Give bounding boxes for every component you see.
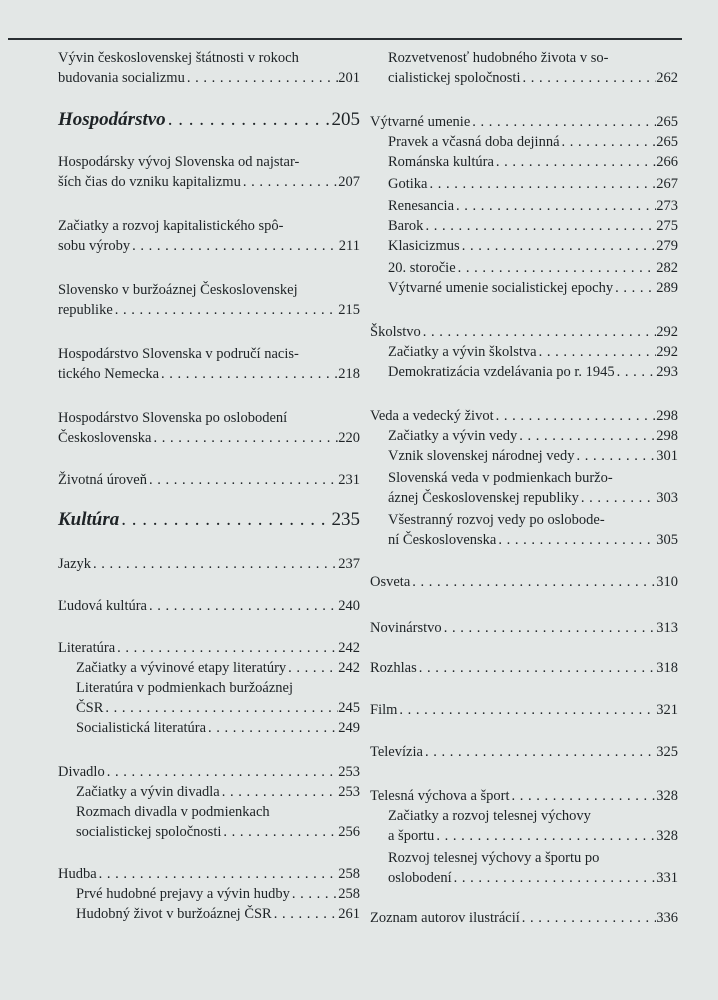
toc-entry-title: Vznik slovenskej národnej vedy [388,448,575,464]
toc-entry [388,236,678,256]
toc-entry-row [388,152,678,172]
toc-entry [58,638,360,658]
toc-entry [370,786,678,806]
toc-leader-dots [579,488,656,508]
toc-leader-dots [517,426,656,446]
toc-leader-dots [272,904,339,924]
toc-entry-title: Telesná výchova a šport [370,788,510,804]
toc-entry [388,152,678,172]
toc-entry-row [58,470,360,490]
toc-page-number: 235 [331,509,360,530]
toc-entry-row [58,762,360,782]
toc-entry-row [388,530,678,550]
toc-entry-row [388,216,678,236]
toc-entry-row [58,428,360,448]
toc-page-number: 211 [338,238,360,254]
toc-entry [370,572,678,592]
toc-page-number: 220 [338,430,360,446]
toc-entry-row [58,172,360,192]
toc-entry [370,112,678,132]
toc-entry-title: Kultúra [58,509,120,530]
toc-page-number: 321 [656,702,678,718]
toc-page-number: 242 [338,640,360,656]
toc-entry [58,408,360,448]
toc-leader-dots [615,362,657,382]
toc-entry-title: Začiatky a vývinové etapy literatúry [76,660,287,676]
toc-entry [58,596,360,616]
toc-page-number: 289 [656,280,678,296]
toc-leader-dots [113,300,338,320]
toc-leader-dots [147,470,338,490]
toc-page-number: 266 [656,154,678,170]
toc-entry [388,278,678,298]
toc-entry [58,344,360,384]
toc-page-number: 242 [338,660,360,676]
toc-leader-dots [423,742,656,762]
toc-leader-dots [510,786,657,806]
toc-entry-title-line: Začiatky a rozvoj kapitalistického spô- [58,218,284,234]
toc-page-number: 298 [656,408,678,424]
toc-entry-title: Československa [58,430,152,446]
toc-entry-title-line: Literatúra v podmienkach buržoáznej [76,680,293,696]
toc-entry [58,762,360,782]
toc-entry-row [388,362,678,382]
toc-page-number: 207 [338,174,360,190]
toc-page-number: 313 [656,620,678,636]
toc-leader-dots [159,364,338,384]
toc-leader-dots [427,174,656,194]
toc-entry-title: áznej Československej republiky [388,490,579,506]
toc-entry [388,342,678,362]
toc-entry-row [58,554,360,574]
toc-leader-dots [103,698,338,718]
toc-leader-dots [434,826,656,846]
toc-entry-row [58,236,360,256]
toc-entry [388,426,678,446]
toc-entry [58,152,360,192]
toc-entry-row [388,278,678,298]
toc-entry [388,806,678,846]
toc-entry-title: Začiatky a vývin divadla [76,784,220,800]
toc-entry-row [58,596,360,616]
toc-page-number: 262 [656,70,678,86]
toc-entry [58,470,360,490]
toc-entry-title: Hudobný život v buržoáznej ČSR [76,906,272,922]
toc-entry-title: Socialistická literatúra [76,720,207,736]
toc-entry-title: Začiatky a vývin vedy [388,428,518,444]
toc-entry [76,884,360,904]
toc-page-number: 293 [656,364,678,380]
toc-entry-title: 20. storočie [388,260,456,276]
toc-page-number: 265 [656,114,678,130]
toc-entry [370,658,678,678]
toc-entry-row [370,322,678,342]
toc-entry [388,258,678,278]
toc-entry-row [388,196,678,216]
toc-leader-dots [574,446,656,466]
toc-page-number: 298 [656,428,678,444]
toc-leader-dots [496,530,656,550]
toc-entry-row [58,364,360,384]
toc-section-heading [58,508,360,532]
toc-entry [388,216,678,236]
toc-entry [388,174,678,194]
toc-entry-title: Film [370,702,398,718]
toc-entry [388,468,678,508]
toc-page-number: 218 [338,366,360,382]
toc-entry-row [370,908,678,928]
toc-leader-dots [417,658,657,678]
toc-entry [388,196,678,216]
toc-entry-row [76,822,360,842]
toc-page-number: 215 [338,302,360,318]
toc-page-number: 253 [338,784,360,800]
toc-entry-row [370,742,678,762]
toc-entry-row [388,488,678,508]
toc-section-heading [58,108,360,132]
toc-page-number: 249 [338,720,360,736]
toc-entry-row [76,884,360,904]
toc-entry-row [388,174,678,194]
toc-entry-title: Zoznam autorov ilustrácií [370,910,520,926]
toc-entry-title: ších čias do vzniku kapitalizmu [58,174,241,190]
toc-entry [58,48,360,88]
toc-entry-title: Veda a vedecký život [370,408,494,424]
toc-leader-dots [537,342,657,362]
toc-entry [58,280,360,320]
toc-page-number: 205 [331,109,360,130]
toc-entry [76,802,360,842]
toc-entry-row [76,782,360,802]
toc-entry-title: a športu [388,828,435,844]
toc-entry-title: Demokratizácia vzdelávania po r. 1945 [388,364,615,380]
toc-entry-title-line: Začiatky a rozvoj telesnej výchovy [388,808,591,824]
toc-entry [76,782,360,802]
toc-leader-dots [421,322,656,342]
toc-entry-row [76,904,360,924]
toc-page-number: 331 [656,870,678,886]
toc-entry-row [58,68,360,88]
toc-page-number: 292 [656,324,678,340]
toc-entry-row [370,700,678,720]
toc-entry-row [388,132,678,152]
toc-leader-dots [452,868,657,888]
toc-entry [370,322,678,342]
toc-page-number: 301 [656,448,678,464]
toc-leader-dots [397,700,656,720]
toc-leader-dots [454,196,656,216]
toc-leader-dots [456,258,657,278]
toc-entry [370,700,678,720]
toc-entry-title: tického Nemecka [58,366,160,382]
toc-leader-dots [220,782,339,802]
toc-leader-dots [151,428,338,448]
toc-entry-row [58,864,360,884]
toc-entry-row [388,236,678,256]
toc-leader-dots [119,508,331,532]
toc-page-number: 279 [656,238,678,254]
toc-entry-title-line: Rozmach divadla v podmienkach [76,804,270,820]
top-rule [8,38,682,40]
toc-leader-dots [105,762,339,782]
toc-entry [388,510,678,550]
toc-page-number: 325 [656,744,678,760]
toc-entry-row [58,508,360,532]
toc-leader-dots [613,278,656,298]
toc-leader-dots [97,864,339,884]
toc-page-number: 282 [656,260,678,276]
toc-entry-title: Rozhlas [370,660,417,676]
toc-leader-dots [290,884,338,904]
toc-page-number: 318 [656,660,678,676]
toc-leader-dots [147,596,338,616]
toc-entry [76,658,360,678]
toc-entry-title: Literatúra [58,640,116,656]
toc-leader-dots [520,908,656,928]
toc-entry-title: Výtvarné umenie [370,114,471,130]
toc-entry [370,908,678,928]
toc-page-number: 201 [338,70,360,86]
toc-entry-title-line: Slovensko v buržoáznej Československej [58,282,298,298]
toc-leader-dots [410,572,656,592]
toc-entry-title: oslobodení [388,870,452,886]
toc-entry [76,678,360,718]
toc-entry-title: Barok [388,218,424,234]
toc-entry-row [76,698,360,718]
toc-entry-row [388,868,678,888]
toc-entry-row [388,342,678,362]
toc-entry [76,718,360,738]
toc-page-number: 256 [338,824,360,840]
toc-leader-dots [206,718,338,738]
toc-page-number: 328 [656,828,678,844]
toc-entry [58,216,360,256]
toc-leader-dots [185,68,338,88]
toc-entry-row [370,658,678,678]
toc-leader-dots [130,236,339,256]
toc-entry-row [370,572,678,592]
toc-entry [388,446,678,466]
toc-entry-title-line: Rozvetvenosť hudobného života v so- [388,50,609,66]
toc-entry [76,904,360,924]
toc-leader-dots [91,554,338,574]
toc-entry-row [370,406,678,426]
toc-entry-row [76,718,360,738]
toc-entry-title: Gotika [388,176,428,192]
toc-leader-dots [460,236,657,256]
toc-entry-title-line: Vývin československej štátnosti v rokoch [58,50,299,66]
toc-entry-title: ní Československa [388,532,497,548]
toc-entry-title: Prvé hudobné prejavy a vývin hudby [76,886,290,902]
toc-entry-title-line: Hospodárstvo Slovenska v područí nacis- [58,346,299,362]
toc-page-number: 303 [656,490,678,506]
toc-entry-row [388,446,678,466]
toc-entry-title: Osveta [370,574,411,590]
toc-entry-title: Novinárstvo [370,620,442,636]
toc-page-number: 273 [656,198,678,214]
toc-page-number: 258 [338,866,360,882]
toc-entry [58,864,360,884]
toc-page-number: 258 [338,886,360,902]
toc-entry-row [388,68,678,88]
toc-entry-title-line: Slovenská veda v podmienkach buržo- [388,470,613,486]
toc-entry-title-line: Hospodársky vývoj Slovenska od najstar- [58,154,300,170]
toc-page-number: 292 [656,344,678,360]
toc-page-number: 265 [656,134,678,150]
toc-page-number: 328 [656,788,678,804]
toc-entry-row [388,258,678,278]
toc-leader-dots [494,152,656,172]
toc-leader-dots [241,172,338,192]
toc-entry-row [58,638,360,658]
toc-page-number: 245 [338,700,360,716]
toc-leader-dots [442,618,657,638]
toc-entry-title: ČSR [76,700,104,716]
toc-entry [370,742,678,762]
toc-leader-dots [115,638,338,658]
toc-page-number: 253 [338,764,360,780]
toc-entry [370,618,678,638]
toc-entry [388,48,678,88]
toc-entry-title-line: Hospodárstvo Slovenska po oslobodení [58,410,288,426]
toc-entry-title-line: Všestranný rozvoj vedy po oslobode- [388,512,605,528]
toc-entry [58,554,360,574]
toc-entry-title: Hudba [58,866,97,882]
toc-entry-title: cialistickej spoločnosti [388,70,521,86]
toc-leader-dots [470,112,656,132]
toc-entry-title: Začiatky a vývin školstva [388,344,537,360]
toc-leader-dots [166,108,332,132]
toc-entry-row [388,826,678,846]
toc-page-number: 240 [338,598,360,614]
toc-entry-row [388,426,678,446]
toc-entry-title: budovania socializmu [58,70,185,86]
toc-entry-title: Životná úroveň [58,472,147,488]
toc-page-number: 267 [656,176,678,192]
toc-leader-dots [286,658,338,678]
toc-entry-row [58,108,360,132]
toc-entry-row [76,658,360,678]
toc-entry-row [370,618,678,638]
toc-entry-title: socialistickej spoločnosti [76,824,222,840]
toc-leader-dots [560,132,657,152]
toc-entry-title: Klasicizmus [388,238,460,254]
toc-entry-title: sobu výroby [58,238,131,254]
toc-entry [388,362,678,382]
toc-entry-title: Ľudová kultúra [58,598,147,614]
toc-leader-dots [494,406,657,426]
toc-leader-dots [423,216,656,236]
toc-entry-title: Jazyk [58,556,92,572]
toc-leader-dots [521,68,657,88]
toc-entry-title: Televízia [370,744,423,760]
toc-page-number: 261 [338,906,360,922]
toc-entry-title-line: Rozvoj telesnej výchovy a športu po [388,850,600,866]
toc-entry-row [370,786,678,806]
toc-page-number: 275 [656,218,678,234]
toc-entry-row [370,112,678,132]
toc-page-number: 237 [338,556,360,572]
toc-entry [388,132,678,152]
toc-entry-title: Románska kultúra [388,154,494,170]
toc-entry-title: Divadlo [58,764,105,780]
toc-entry-title: Renesancia [388,198,455,214]
toc-entry-title: Výtvarné umenie socialistickej epochy [388,280,614,296]
toc-entry-title: Hospodárstvo [58,109,166,130]
toc-entry-title: Školstvo [370,324,421,340]
toc-page-number: 336 [656,910,678,926]
toc-entry-title: republike [58,302,113,318]
toc-page-number: 305 [656,532,678,548]
toc-entry-title: Pravek a včasná doba dejinná [388,134,560,150]
toc-page-number: 231 [338,472,360,488]
toc-entry-row [58,300,360,320]
toc-entry [388,848,678,888]
toc-page-number: 310 [656,574,678,590]
toc-leader-dots [221,822,338,842]
toc-entry [370,406,678,426]
